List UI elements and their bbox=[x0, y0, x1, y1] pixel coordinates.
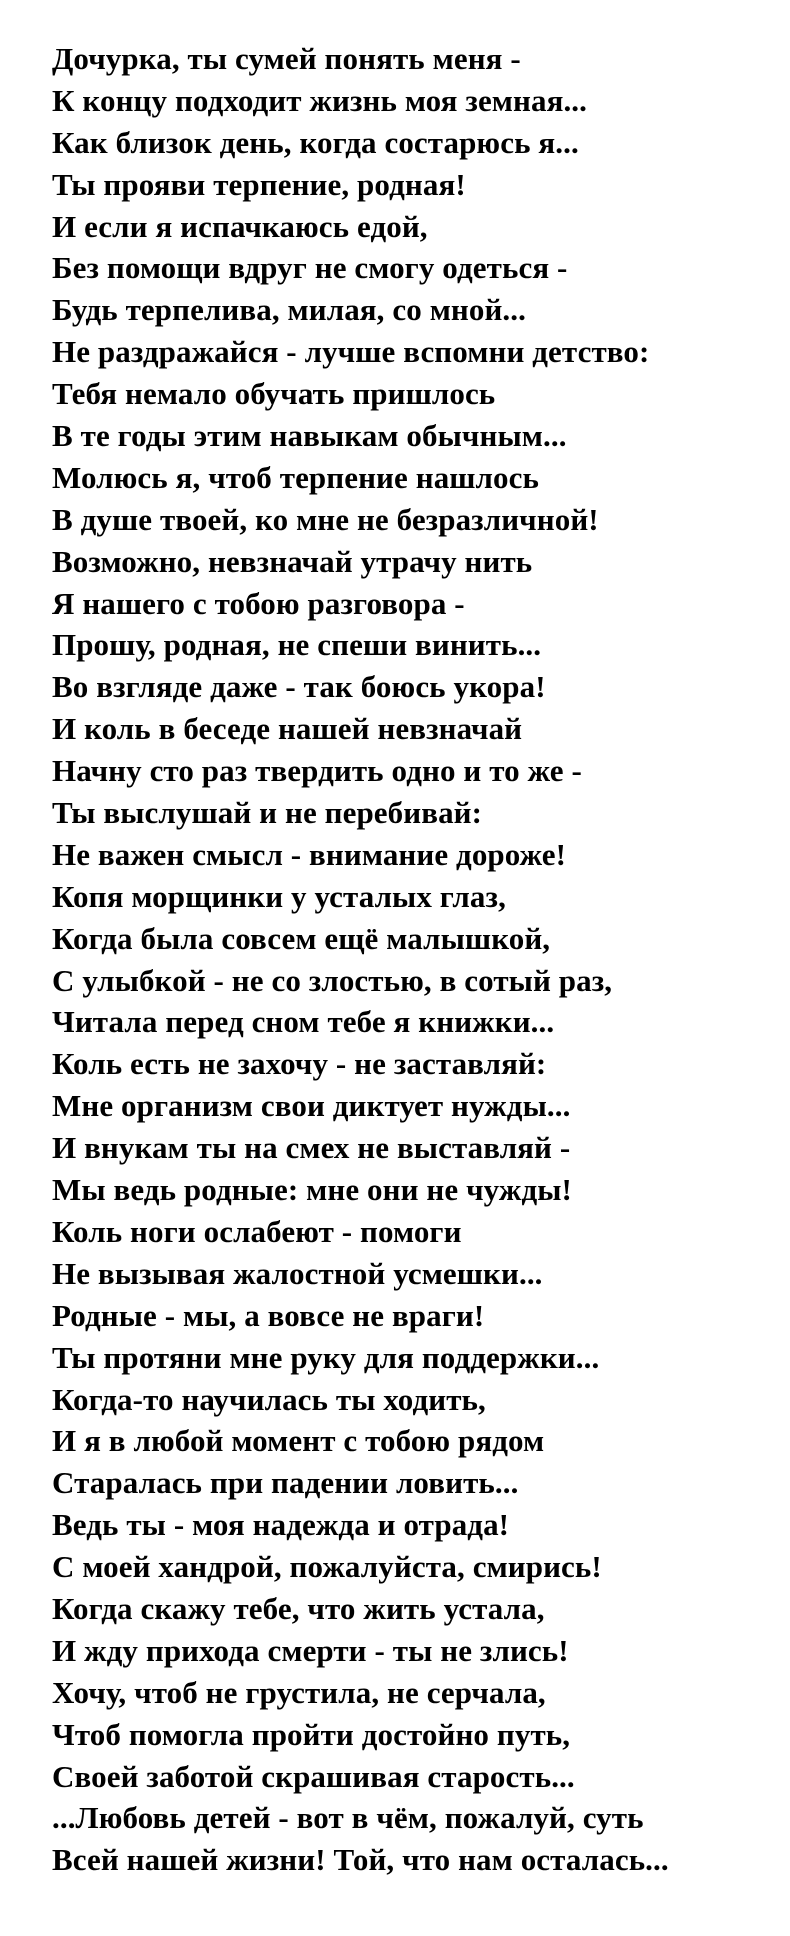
poem-line: В душе твоей, ко мне не безразличной! bbox=[52, 501, 599, 537]
poem-line: Ведь ты - моя надежда и отрада! bbox=[52, 1507, 510, 1543]
poem-line: Чтоб помогла пройти достойно путь, bbox=[52, 1716, 571, 1752]
poem-line: Ты прояви терпение, родная! bbox=[52, 166, 466, 202]
poem-line: И я в любой момент с тобою рядом bbox=[52, 1423, 545, 1459]
poem-line: Молюсь я, чтоб терпение нашлось bbox=[52, 459, 540, 495]
poem-line: Как близок день, когда состарюсь я... bbox=[52, 124, 579, 160]
poem-line: С моей хандрой, пожалуйста, смирись! bbox=[52, 1549, 602, 1585]
poem-line: Мы ведь родные: мне они не чужды! bbox=[52, 1172, 572, 1208]
poem-line: И жду прихода смерти - ты не злись! bbox=[52, 1632, 569, 1668]
poem-line: Прошу, родная, не спеши винить... bbox=[52, 627, 542, 663]
poem-line: Когда была совсем ещё малышкой, bbox=[52, 920, 551, 956]
poem-line: Не вызывая жалостной усмешки... bbox=[52, 1255, 543, 1291]
poem-line: Мне организм свои диктует нужды... bbox=[52, 1088, 571, 1124]
poem-line: Будь терпелива, милая, со мной... bbox=[52, 292, 526, 328]
poem-line: Я нашего с тобою разговора - bbox=[52, 585, 465, 621]
poem-line: Не раздражайся - лучше вспомни детство: bbox=[52, 334, 650, 370]
poem-line: Когда-то научилась ты ходить, bbox=[52, 1381, 486, 1417]
poem-line: Копя морщинки у усталых глаз, bbox=[52, 878, 506, 914]
poem-line: И если я испачкаюсь едой, bbox=[52, 208, 428, 244]
poem-line: Не важен смысл - внимание дороже! bbox=[52, 836, 567, 872]
poem-line: Коль ноги ослабеют - помоги bbox=[52, 1213, 462, 1249]
poem-line: Без помощи вдруг не смогу одеться - bbox=[52, 250, 568, 286]
poem-line: Дочурка, ты сумей понять меня - bbox=[52, 41, 521, 76]
poem-line: Читала перед сном тебе я книжки... bbox=[52, 1004, 555, 1040]
poem-line: Своей заботой скрашивая старость... bbox=[52, 1758, 575, 1794]
poem-line: Коль есть не захочу - не заставляй: bbox=[52, 1046, 547, 1082]
poem-line: Ты выслушай и не перебивай: bbox=[52, 795, 483, 831]
poem-line: Тебя немало обучать пришлось bbox=[52, 376, 496, 412]
poem-line: Начну сто раз твердить одно и то же - bbox=[52, 753, 582, 789]
poem-line: С улыбкой - не со злостью, в сотый раз, bbox=[52, 962, 613, 998]
poem-text bbox=[52, 38, 782, 1881]
poem-line: И внукам ты на смех не выставляй - bbox=[52, 1130, 571, 1166]
poem-line: К концу подходит жизнь моя земная... bbox=[52, 82, 588, 118]
poem-line: Всей нашей жизни! Той, что нам осталась... bbox=[52, 1842, 669, 1878]
poem-line: Ты протяни мне руку для поддержки... bbox=[52, 1339, 600, 1375]
poem-line: ...Любовь детей - вот в чём, пожалуй, суть bbox=[52, 1800, 644, 1836]
poem-line: Когда скажу тебе, что жить устала, bbox=[52, 1590, 545, 1626]
poem-line: Во взгляде даже - так боюсь укора! bbox=[52, 669, 546, 705]
poem-line: Хочу, чтоб не грустила, не серчала, bbox=[52, 1674, 546, 1710]
poem-line: И коль в беседе нашей невзначай bbox=[52, 711, 523, 747]
poem-line: Родные - мы, а вовсе не враги! bbox=[52, 1297, 485, 1333]
poem-line: Старалась при падении ловить... bbox=[52, 1465, 519, 1501]
poem-line: Возможно, невзначай утрачу нить bbox=[52, 543, 533, 579]
poem-line: В те годы этим навыкам обычным... bbox=[52, 418, 567, 454]
